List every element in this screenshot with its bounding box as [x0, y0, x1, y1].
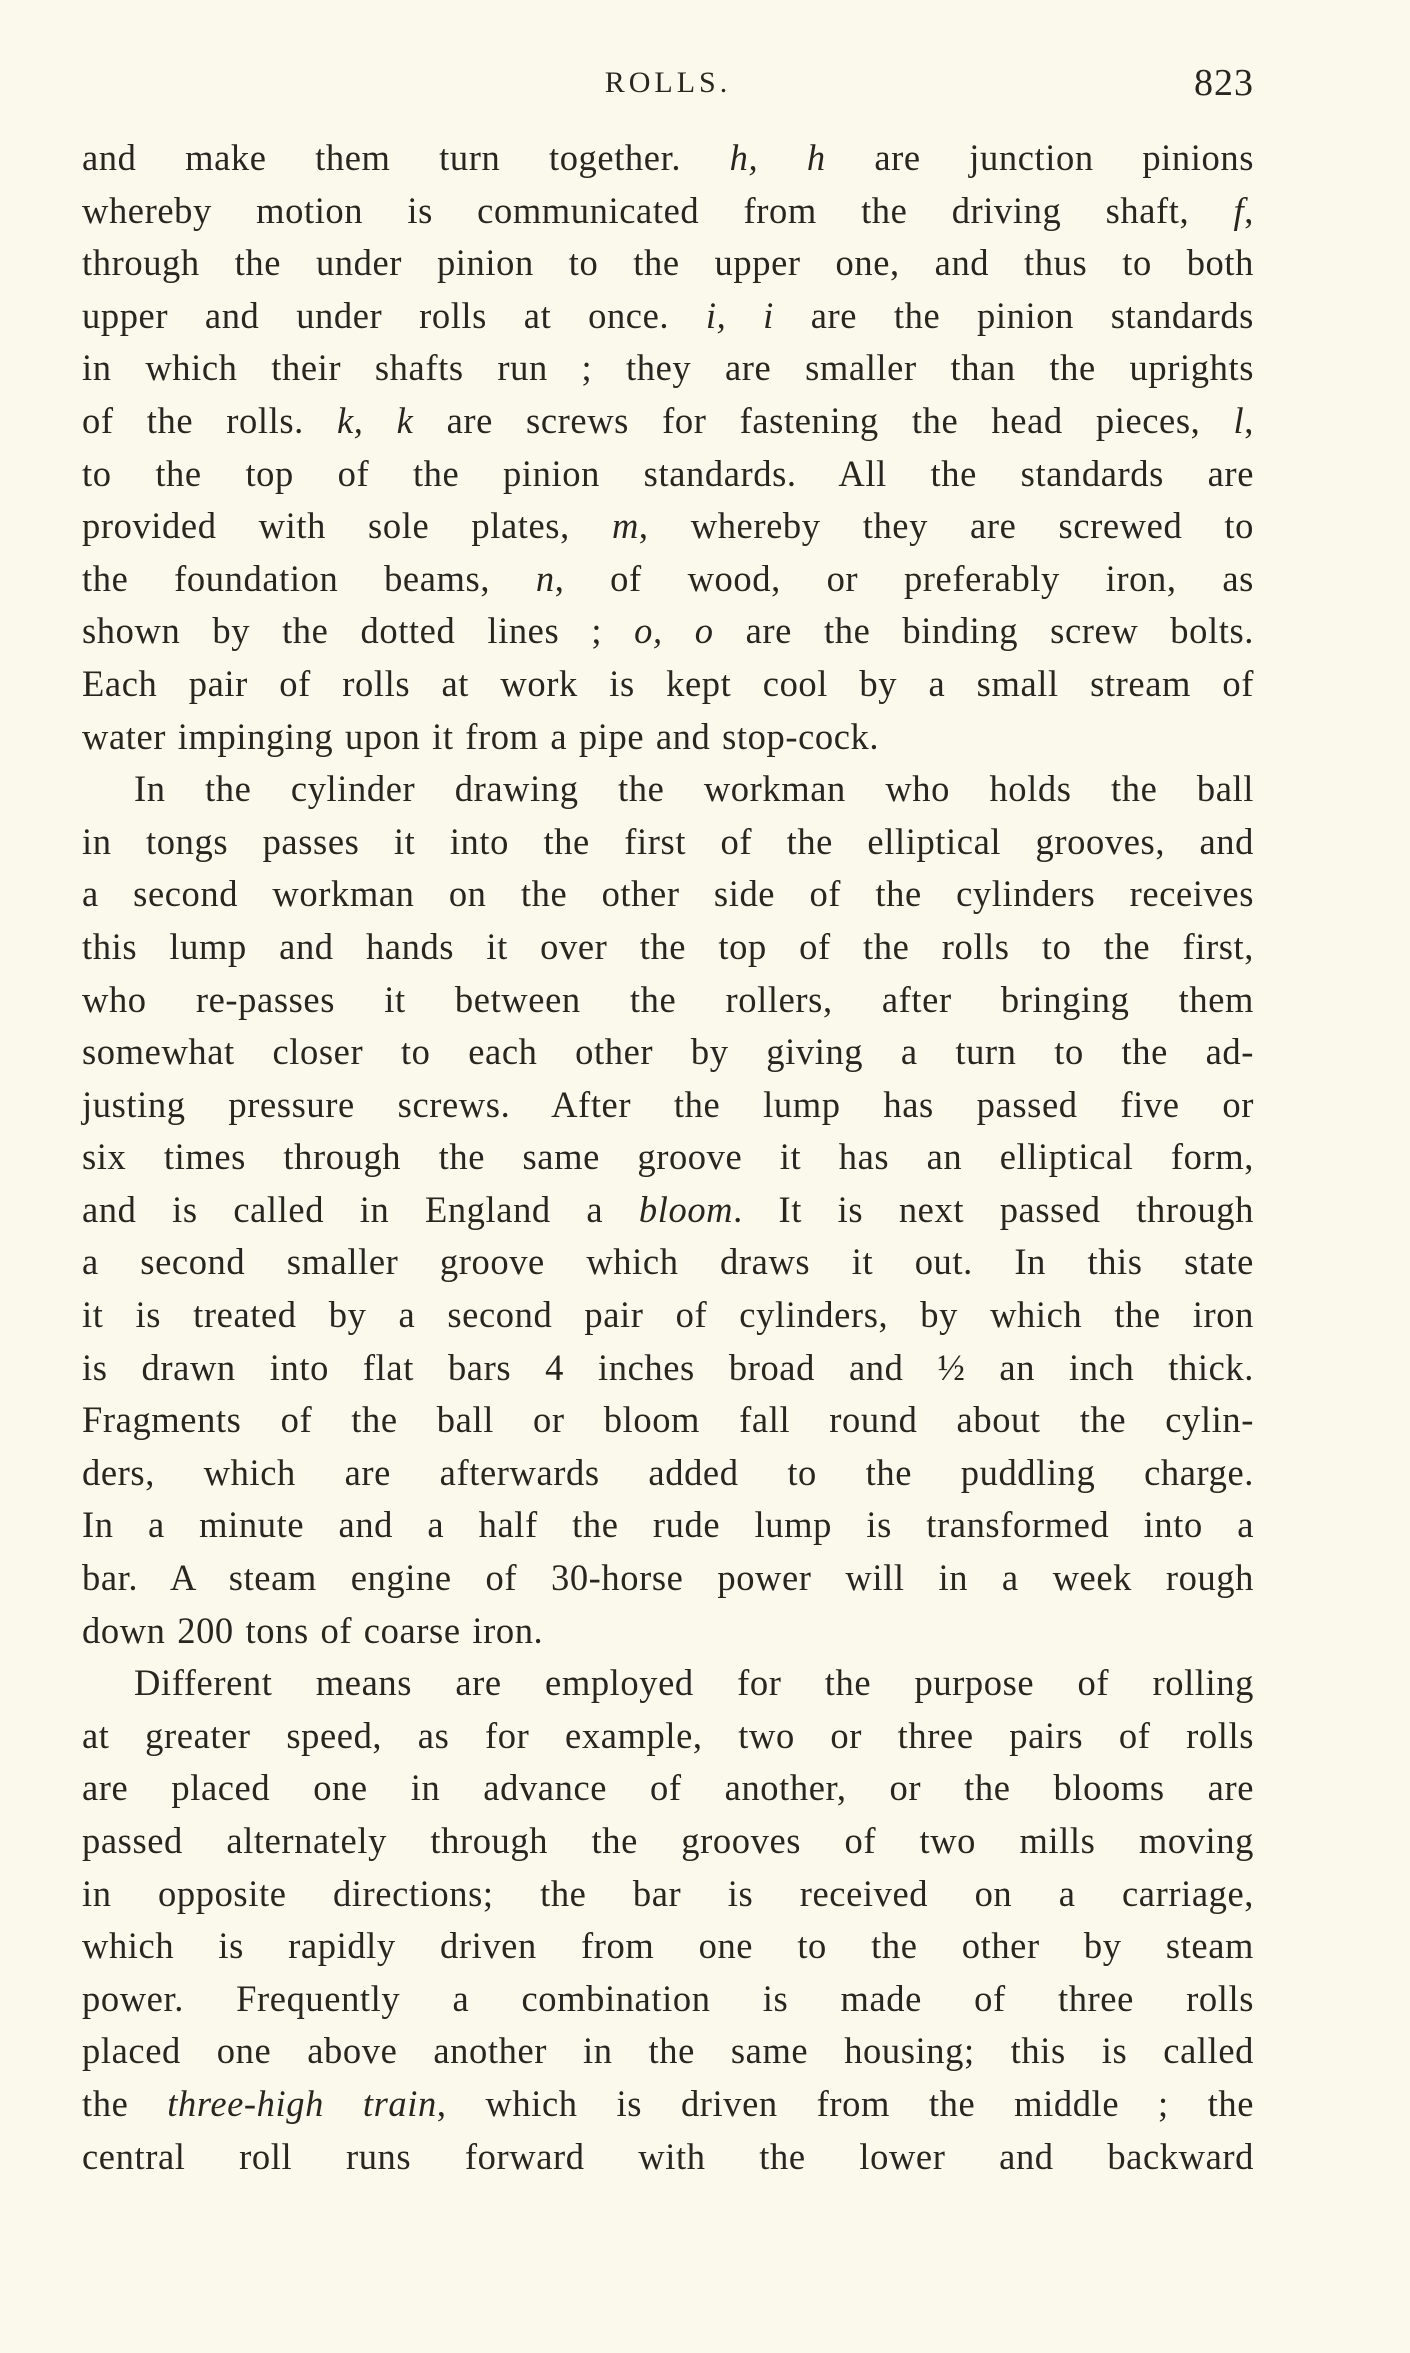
text-line: whereby motion is communicated from the driving shaft, f, — [82, 189, 1254, 231]
text-line: at greater speed, as for example, two or three pairs of rolls — [82, 1714, 1254, 1756]
text-line: power. Frequently a combination is made of three rolls — [82, 1977, 1254, 2019]
text-line: it is treated by a second pair of cylinders, by which the iron — [82, 1294, 1254, 1336]
text-line: placed one above another in the same housing; this is called — [82, 2030, 1254, 2072]
text-line: a second smaller groove which draws it out. In this state — [82, 1241, 1254, 1283]
text-line: in tongs passes it into the first of the elliptical grooves, and — [82, 820, 1254, 862]
text-line: ders, which are afterwards added to the puddling charge. — [82, 1451, 1254, 1493]
text-line: shown by the dotted lines ; o, o are the binding screw bolts. — [82, 610, 1255, 652]
running-head — [82, 58, 1254, 108]
text-line: which is rapidly driven from one to the other by steam — [82, 1925, 1254, 1967]
text-line: and make them turn together. h, h are junction pinions — [82, 137, 1255, 178]
text-line: six times through the same groove it has an elliptical form, — [82, 1136, 1254, 1178]
text-line: the three-high train, which is driven from the middle ; the — [82, 2082, 1255, 2124]
text-line: who re-passes it between the rollers, after bringing them — [82, 978, 1254, 1020]
text-line: a second workman on the other side of the cylinders receives — [82, 873, 1254, 915]
body-text — [82, 132, 1254, 2183]
text-line: Each pair of rolls at work is kept cool by a small stream of — [82, 662, 1254, 704]
text-line: bar. A steam engine of 30-horse power will in a week rough — [82, 1557, 1254, 1599]
text-line: Fragments of the ball or bloom fall round about the cylin- — [82, 1399, 1254, 1441]
text-line: somewhat closer to each other by giving a turn to the ad- — [82, 1031, 1254, 1073]
text-line: is drawn into flat bars 4 inches broad and ½ an inch thick. — [82, 1346, 1254, 1388]
text-line: in which their shafts run ; they are smaller than the uprights — [82, 347, 1254, 389]
text-line: In the cylinder drawing the workman who holds the ball — [134, 768, 1254, 810]
text-line: upper and under rolls at once. i, i are the pinion standards — [82, 294, 1254, 336]
text-line: are placed one in advance of another, or the blooms are — [82, 1767, 1254, 1809]
text-line: and is called in England a bloom. It is next passed through — [82, 1188, 1255, 1230]
text-line: Different means are employed for the purpose of rolling — [134, 1662, 1254, 1704]
text-line: central roll runs forward with the lower and backward — [82, 2135, 1254, 2177]
text-line: this lump and hands it over the top of the rolls to the first, — [82, 925, 1254, 967]
running-title: ROLLS. — [604, 66, 732, 99]
text-line: of the rolls. k, k are screws for fastening the head pieces, l, — [82, 399, 1254, 441]
text-line: in opposite directions; the bar is received on a carriage, — [82, 1872, 1254, 1914]
text-line: the foundation beams, n, of wood, or preferably iron, as — [82, 557, 1254, 599]
text-line: through the under pinion to the upper one, and thus to both — [82, 242, 1254, 284]
text-line: In a minute and a half the rude lump is transformed into a — [82, 1504, 1254, 1546]
text-line: to the top of the pinion standards. All the standards are — [82, 452, 1254, 494]
text-line: provided with sole plates, m, whereby they are screwed to — [82, 505, 1254, 547]
text-line: justing pressure screws. After the lump has passed five or — [82, 1083, 1254, 1125]
text-line: down 200 tons of coarse iron. — [82, 1609, 544, 1651]
text-line: passed alternately through the grooves of two mills moving — [82, 1820, 1254, 1861]
page-number: 823 — [1194, 62, 1254, 104]
text-line: water impinging upon it from a pipe and stop-cock. — [82, 715, 880, 757]
